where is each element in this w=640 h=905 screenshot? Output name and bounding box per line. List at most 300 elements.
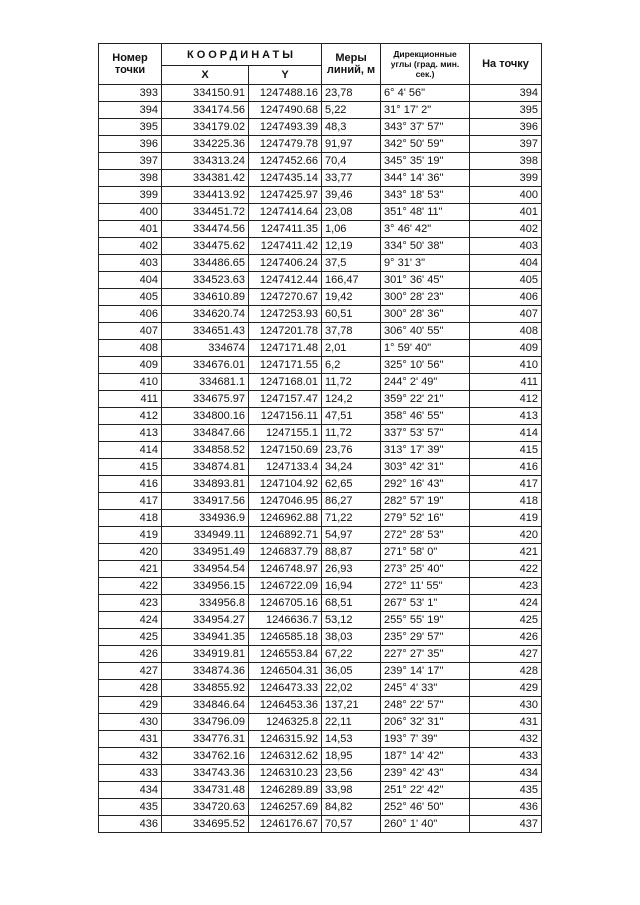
table-row — [99, 680, 542, 697]
cell-length: 33,98 — [322, 782, 381, 799]
cell-point: 425 — [99, 629, 162, 646]
cell-x: 334846.64 — [162, 697, 249, 714]
cell-x: 334874.36 — [162, 663, 249, 680]
table-row — [99, 204, 542, 221]
cell-length: 84,82 — [322, 799, 381, 816]
cell-x: 334720.63 — [162, 799, 249, 816]
table-row — [99, 323, 542, 340]
table-row — [99, 357, 542, 374]
cell-angle: 273° 25' 40" — [381, 561, 470, 578]
cell-angle: 358° 46' 55" — [381, 408, 470, 425]
cell-angle: 3° 46' 42" — [381, 221, 470, 238]
cell-y: 1247493.39 — [249, 119, 322, 136]
cell-angle: 255° 55' 19" — [381, 612, 470, 629]
cell-point: 421 — [99, 561, 162, 578]
cell-point: 407 — [99, 323, 162, 340]
cell-angle: 351° 48' 11" — [381, 204, 470, 221]
table-row — [99, 102, 542, 119]
cell-point: 431 — [99, 731, 162, 748]
table-row — [99, 527, 542, 544]
cell-to-point: 415 — [470, 442, 542, 459]
cell-x: 334523.63 — [162, 272, 249, 289]
cell-to-point: 410 — [470, 357, 542, 374]
cell-point: 399 — [99, 187, 162, 204]
cell-point: 429 — [99, 697, 162, 714]
cell-x: 334681.1 — [162, 374, 249, 391]
cell-angle: 292° 16' 43" — [381, 476, 470, 493]
header-y: Y — [249, 66, 322, 85]
cell-to-point: 395 — [470, 102, 542, 119]
cell-length: 54,97 — [322, 527, 381, 544]
table-row — [99, 510, 542, 527]
cell-y: 1247270.67 — [249, 289, 322, 306]
cell-x: 334919.81 — [162, 646, 249, 663]
cell-angle: 306° 40' 55" — [381, 323, 470, 340]
cell-to-point: 397 — [470, 136, 542, 153]
cell-length: 11,72 — [322, 425, 381, 442]
table-row — [99, 391, 542, 408]
cell-point: 408 — [99, 340, 162, 357]
cell-angle: 239° 14' 17" — [381, 663, 470, 680]
cell-point: 403 — [99, 255, 162, 272]
cell-length: 37,5 — [322, 255, 381, 272]
cell-to-point: 413 — [470, 408, 542, 425]
cell-angle: 359° 22' 21" — [381, 391, 470, 408]
cell-to-point: 401 — [470, 204, 542, 221]
cell-angle: 337° 53' 57" — [381, 425, 470, 442]
cell-to-point: 423 — [470, 578, 542, 595]
cell-to-point: 416 — [470, 459, 542, 476]
header-row-1 — [99, 44, 542, 66]
table-row — [99, 578, 542, 595]
cell-to-point: 407 — [470, 306, 542, 323]
cell-y: 1246636.7 — [249, 612, 322, 629]
cell-to-point: 432 — [470, 731, 542, 748]
cell-to-point: 435 — [470, 782, 542, 799]
cell-point: 395 — [99, 119, 162, 136]
header-point-number: Номер точки — [99, 44, 162, 85]
cell-y: 1246722.09 — [249, 578, 322, 595]
table-row — [99, 153, 542, 170]
cell-length: 47,51 — [322, 408, 381, 425]
cell-point: 428 — [99, 680, 162, 697]
table-body — [99, 85, 542, 833]
cell-x: 334225.36 — [162, 136, 249, 153]
cell-point: 424 — [99, 612, 162, 629]
cell-to-point: 426 — [470, 629, 542, 646]
cell-y: 1247412.44 — [249, 272, 322, 289]
cell-angle: 239° 42' 43" — [381, 765, 470, 782]
cell-x: 334893.81 — [162, 476, 249, 493]
cell-point: 436 — [99, 816, 162, 833]
cell-x: 334313.24 — [162, 153, 249, 170]
cell-y: 1246748.97 — [249, 561, 322, 578]
cell-point: 415 — [99, 459, 162, 476]
cell-length: 39,46 — [322, 187, 381, 204]
cell-length: 1,06 — [322, 221, 381, 238]
cell-length: 124,2 — [322, 391, 381, 408]
cell-y: 1247046.95 — [249, 493, 322, 510]
cell-to-point: 425 — [470, 612, 542, 629]
cell-to-point: 406 — [470, 289, 542, 306]
cell-to-point: 396 — [470, 119, 542, 136]
cell-to-point: 436 — [470, 799, 542, 816]
cell-to-point: 399 — [470, 170, 542, 187]
cell-angle: 301° 36' 45" — [381, 272, 470, 289]
table-row — [99, 629, 542, 646]
table-row — [99, 714, 542, 731]
cell-angle: 334° 50' 38" — [381, 238, 470, 255]
cell-y: 1246473.33 — [249, 680, 322, 697]
cell-y: 1247452.66 — [249, 153, 322, 170]
cell-length: 166,47 — [322, 272, 381, 289]
cell-point: 401 — [99, 221, 162, 238]
cell-angle: 325° 10' 56" — [381, 357, 470, 374]
cell-point: 406 — [99, 306, 162, 323]
cell-x: 334731.48 — [162, 782, 249, 799]
cell-to-point: 403 — [470, 238, 542, 255]
cell-length: 37,78 — [322, 323, 381, 340]
cell-y: 1246705.16 — [249, 595, 322, 612]
cell-x: 334675.97 — [162, 391, 249, 408]
cell-point: 434 — [99, 782, 162, 799]
table-row — [99, 493, 542, 510]
cell-angle: 342° 50' 59" — [381, 136, 470, 153]
cell-y: 1247406.24 — [249, 255, 322, 272]
cell-angle: 344° 14' 36" — [381, 170, 470, 187]
cell-point: 414 — [99, 442, 162, 459]
table-row — [99, 272, 542, 289]
cell-point: 417 — [99, 493, 162, 510]
cell-angle: 345° 35' 19" — [381, 153, 470, 170]
cell-point: 397 — [99, 153, 162, 170]
cell-x: 334874.81 — [162, 459, 249, 476]
cell-length: 34,24 — [322, 459, 381, 476]
cell-x: 334651.43 — [162, 323, 249, 340]
cell-x: 334954.54 — [162, 561, 249, 578]
cell-length: 11,72 — [322, 374, 381, 391]
cell-to-point: 418 — [470, 493, 542, 510]
table-row — [99, 442, 542, 459]
cell-point: 413 — [99, 425, 162, 442]
cell-y: 1246315.92 — [249, 731, 322, 748]
cell-y: 1246176.67 — [249, 816, 322, 833]
cell-x: 334413.92 — [162, 187, 249, 204]
cell-point: 423 — [99, 595, 162, 612]
cell-y: 1246585.18 — [249, 629, 322, 646]
cell-angle: 187° 14' 42" — [381, 748, 470, 765]
header-to-point: На точку — [470, 44, 542, 85]
cell-angle: 227° 27' 35" — [381, 646, 470, 663]
cell-x: 334936.9 — [162, 510, 249, 527]
cell-y: 1246325.8 — [249, 714, 322, 731]
cell-angle: 244° 2' 49" — [381, 374, 470, 391]
cell-point: 430 — [99, 714, 162, 731]
cell-angle: 300° 28' 36" — [381, 306, 470, 323]
table-row — [99, 612, 542, 629]
cell-y: 1247201.78 — [249, 323, 322, 340]
cell-to-point: 409 — [470, 340, 542, 357]
cell-angle: 282° 57' 19" — [381, 493, 470, 510]
cell-y: 1246553.84 — [249, 646, 322, 663]
table-row — [99, 663, 542, 680]
cell-point: 409 — [99, 357, 162, 374]
cell-length: 12,19 — [322, 238, 381, 255]
cell-to-point: 433 — [470, 748, 542, 765]
cell-x: 334800.16 — [162, 408, 249, 425]
cell-point: 402 — [99, 238, 162, 255]
cell-length: 22,02 — [322, 680, 381, 697]
cell-point: 435 — [99, 799, 162, 816]
table-row — [99, 238, 542, 255]
cell-x: 334855.92 — [162, 680, 249, 697]
cell-y: 1246504.31 — [249, 663, 322, 680]
table-row — [99, 340, 542, 357]
cell-x: 334381.42 — [162, 170, 249, 187]
header-direction-angle: Дирекционные углы (град. мин. сек.) — [381, 44, 470, 85]
cell-angle: 1° 59' 40" — [381, 340, 470, 357]
cell-to-point: 411 — [470, 374, 542, 391]
coordinates-table — [98, 43, 542, 833]
table-row — [99, 374, 542, 391]
cell-y: 1247133.4 — [249, 459, 322, 476]
cell-length: 23,08 — [322, 204, 381, 221]
cell-to-point: 417 — [470, 476, 542, 493]
cell-point: 416 — [99, 476, 162, 493]
cell-length: 19,42 — [322, 289, 381, 306]
table-row — [99, 799, 542, 816]
table-row — [99, 85, 542, 102]
cell-y: 1246312.62 — [249, 748, 322, 765]
table-row — [99, 289, 542, 306]
cell-angle: 251° 22' 42" — [381, 782, 470, 799]
cell-y: 1246453.36 — [249, 697, 322, 714]
table-row — [99, 697, 542, 714]
cell-point: 396 — [99, 136, 162, 153]
cell-length: 16,94 — [322, 578, 381, 595]
cell-x: 334956.15 — [162, 578, 249, 595]
table-row — [99, 765, 542, 782]
cell-to-point: 428 — [470, 663, 542, 680]
cell-point: 404 — [99, 272, 162, 289]
cell-to-point: 398 — [470, 153, 542, 170]
cell-y: 1246257.69 — [249, 799, 322, 816]
table-row — [99, 544, 542, 561]
cell-to-point: 400 — [470, 187, 542, 204]
cell-x: 334858.52 — [162, 442, 249, 459]
cell-length: 70,57 — [322, 816, 381, 833]
cell-to-point: 405 — [470, 272, 542, 289]
cell-x: 334475.62 — [162, 238, 249, 255]
cell-y: 1246962.88 — [249, 510, 322, 527]
cell-x: 334941.35 — [162, 629, 249, 646]
table-row — [99, 119, 542, 136]
cell-x: 334674 — [162, 340, 249, 357]
cell-point: 410 — [99, 374, 162, 391]
cell-point: 405 — [99, 289, 162, 306]
cell-x: 334762.16 — [162, 748, 249, 765]
cell-length: 23,56 — [322, 765, 381, 782]
cell-length: 88,87 — [322, 544, 381, 561]
cell-length: 68,51 — [322, 595, 381, 612]
cell-y: 1247411.42 — [249, 238, 322, 255]
cell-point: 427 — [99, 663, 162, 680]
cell-x: 334847.66 — [162, 425, 249, 442]
cell-x: 334150.91 — [162, 85, 249, 102]
table-row — [99, 731, 542, 748]
cell-length: 36,05 — [322, 663, 381, 680]
table-row — [99, 816, 542, 833]
cell-x: 334917.56 — [162, 493, 249, 510]
cell-point: 432 — [99, 748, 162, 765]
cell-angle: 303° 42' 31" — [381, 459, 470, 476]
cell-x: 334620.74 — [162, 306, 249, 323]
table-row — [99, 748, 542, 765]
cell-length: 137,21 — [322, 697, 381, 714]
table-row — [99, 425, 542, 442]
cell-to-point: 424 — [470, 595, 542, 612]
table-row — [99, 187, 542, 204]
cell-y: 1247414.64 — [249, 204, 322, 221]
cell-point: 411 — [99, 391, 162, 408]
cell-point: 433 — [99, 765, 162, 782]
table-row — [99, 136, 542, 153]
cell-x: 334951.49 — [162, 544, 249, 561]
header-line-length: Меры линий, м — [322, 44, 381, 85]
cell-to-point: 414 — [470, 425, 542, 442]
cell-length: 26,93 — [322, 561, 381, 578]
cell-angle: 272° 28' 53" — [381, 527, 470, 544]
cell-y: 1247150.69 — [249, 442, 322, 459]
cell-angle: 9° 31' 3" — [381, 255, 470, 272]
cell-y: 1247435.14 — [249, 170, 322, 187]
cell-to-point: 434 — [470, 765, 542, 782]
header-x: X — [162, 66, 249, 85]
cell-y: 1246310.23 — [249, 765, 322, 782]
cell-x: 334796.09 — [162, 714, 249, 731]
table-row — [99, 221, 542, 238]
cell-y: 1247490.68 — [249, 102, 322, 119]
cell-x: 334486.65 — [162, 255, 249, 272]
cell-y: 1247157.47 — [249, 391, 322, 408]
cell-length: 18,95 — [322, 748, 381, 765]
cell-y: 1247253.93 — [249, 306, 322, 323]
cell-y: 1247155.1 — [249, 425, 322, 442]
cell-length: 48,3 — [322, 119, 381, 136]
cell-y: 1247479.78 — [249, 136, 322, 153]
cell-angle: 271° 58' 0" — [381, 544, 470, 561]
cell-to-point: 422 — [470, 561, 542, 578]
cell-angle: 343° 18' 53" — [381, 187, 470, 204]
cell-angle: 272° 11' 55" — [381, 578, 470, 595]
table-row — [99, 459, 542, 476]
cell-point: 418 — [99, 510, 162, 527]
cell-point: 412 — [99, 408, 162, 425]
cell-y: 1246289.89 — [249, 782, 322, 799]
cell-to-point: 420 — [470, 527, 542, 544]
cell-y: 1247104.92 — [249, 476, 322, 493]
cell-length: 91,97 — [322, 136, 381, 153]
cell-length: 38,03 — [322, 629, 381, 646]
cell-angle: 6° 4' 56" — [381, 85, 470, 102]
cell-length: 23,78 — [322, 85, 381, 102]
cell-point: 400 — [99, 204, 162, 221]
cell-length: 53,12 — [322, 612, 381, 629]
cell-length: 6,2 — [322, 357, 381, 374]
cell-length: 71,22 — [322, 510, 381, 527]
cell-to-point: 404 — [470, 255, 542, 272]
cell-y: 1247171.48 — [249, 340, 322, 357]
cell-to-point: 402 — [470, 221, 542, 238]
cell-y: 1247411.35 — [249, 221, 322, 238]
table-row — [99, 170, 542, 187]
cell-point: 393 — [99, 85, 162, 102]
cell-x: 334743.36 — [162, 765, 249, 782]
cell-x: 334776.31 — [162, 731, 249, 748]
cell-to-point: 419 — [470, 510, 542, 527]
cell-length: 5,22 — [322, 102, 381, 119]
cell-angle: 260° 1' 40" — [381, 816, 470, 833]
cell-point: 419 — [99, 527, 162, 544]
cell-length: 14,53 — [322, 731, 381, 748]
cell-x: 334954.27 — [162, 612, 249, 629]
cell-to-point: 427 — [470, 646, 542, 663]
cell-x: 334174.56 — [162, 102, 249, 119]
cell-y: 1247488.16 — [249, 85, 322, 102]
cell-y: 1246837.79 — [249, 544, 322, 561]
cell-y: 1246892.71 — [249, 527, 322, 544]
header-coordinates: КООРДИНАТЫ — [162, 44, 322, 66]
cell-length: 23,76 — [322, 442, 381, 459]
cell-x: 334610.89 — [162, 289, 249, 306]
cell-to-point: 408 — [470, 323, 542, 340]
cell-point: 420 — [99, 544, 162, 561]
cell-to-point: 429 — [470, 680, 542, 697]
table-row — [99, 595, 542, 612]
cell-angle: 193° 7' 39" — [381, 731, 470, 748]
cell-x: 334949.11 — [162, 527, 249, 544]
cell-angle: 235° 29' 57" — [381, 629, 470, 646]
cell-length: 22,11 — [322, 714, 381, 731]
cell-y: 1247156.11 — [249, 408, 322, 425]
cell-to-point: 437 — [470, 816, 542, 833]
cell-length: 67,22 — [322, 646, 381, 663]
table-row — [99, 561, 542, 578]
cell-y: 1247171.55 — [249, 357, 322, 374]
cell-angle: 248° 22' 57" — [381, 697, 470, 714]
table-row — [99, 408, 542, 425]
cell-length: 62,65 — [322, 476, 381, 493]
table-row — [99, 476, 542, 493]
cell-point: 398 — [99, 170, 162, 187]
table-row — [99, 306, 542, 323]
cell-length: 86,27 — [322, 493, 381, 510]
cell-to-point: 430 — [470, 697, 542, 714]
cell-angle: 31° 17' 2" — [381, 102, 470, 119]
cell-angle: 206° 32' 31" — [381, 714, 470, 731]
cell-length: 33,77 — [322, 170, 381, 187]
cell-point: 426 — [99, 646, 162, 663]
cell-angle: 267° 53' 1" — [381, 595, 470, 612]
cell-angle: 313° 17' 39" — [381, 442, 470, 459]
cell-y: 1247168.01 — [249, 374, 322, 391]
cell-x: 334695.52 — [162, 816, 249, 833]
cell-x: 334179.02 — [162, 119, 249, 136]
cell-angle: 279° 52' 16" — [381, 510, 470, 527]
cell-to-point: 394 — [470, 85, 542, 102]
cell-point: 422 — [99, 578, 162, 595]
table-row — [99, 646, 542, 663]
